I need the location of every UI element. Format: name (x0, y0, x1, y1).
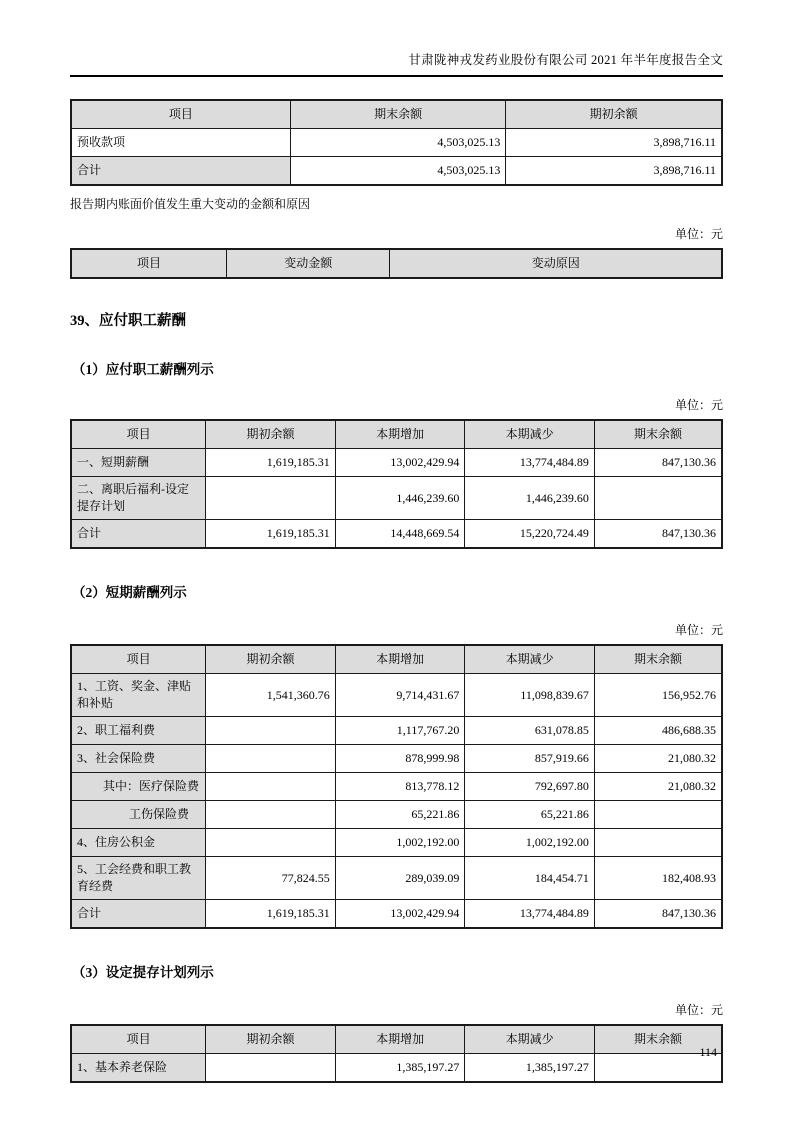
column-header: 本期减少 (465, 1025, 595, 1054)
value-cell: 14,448,669.54 (335, 520, 465, 549)
table-header-row (71, 1025, 722, 1054)
payroll-summary-table (70, 419, 723, 549)
value-cell (206, 745, 336, 773)
column-header: 本期增加 (335, 420, 465, 449)
value-cell: 1,619,185.31 (206, 449, 336, 477)
column-header: 本期减少 (465, 645, 595, 674)
value-change-table (70, 248, 723, 279)
table-row (71, 477, 722, 520)
value-cell: 3,898,716.11 (506, 157, 722, 186)
value-cell: 1,385,197.27 (335, 1054, 465, 1083)
value-cell: 1,002,192.00 (335, 829, 465, 857)
value-cell (594, 477, 722, 520)
value-cell: 1,619,185.31 (206, 900, 336, 929)
value-cell: 857,919.66 (465, 745, 595, 773)
row-label-cell: 4、住房公积金 (71, 829, 206, 857)
row-label-cell: 合计 (71, 157, 290, 186)
table-row (71, 773, 722, 801)
value-cell (206, 801, 336, 829)
page-number: 114 (699, 1045, 717, 1059)
column-header: 期末余额 (594, 1025, 722, 1054)
column-header: 变动金额 (227, 249, 390, 278)
column-header: 期初余额 (206, 420, 336, 449)
value-cell: 1,117,767.20 (335, 717, 465, 745)
table-row (71, 900, 722, 929)
table-row (71, 801, 722, 829)
unit-label: 单位：元 (674, 623, 723, 637)
value-cell: 182,408.93 (594, 857, 722, 900)
advance-receipts-table (70, 99, 723, 186)
row-label-cell: 3、社会保险费 (71, 745, 206, 773)
value-cell: 4,503,025.13 (290, 157, 505, 186)
row-label-cell: 二、离职后福利-设定提存计划 (71, 477, 206, 520)
table-row (71, 745, 722, 773)
value-cell: 65,221.86 (335, 801, 465, 829)
value-cell: 156,952.76 (594, 674, 722, 717)
value-cell: 1,446,239.60 (335, 477, 465, 520)
column-header: 本期增加 (335, 1025, 465, 1054)
value-cell: 1,619,185.31 (206, 520, 336, 549)
defined-contribution-table (70, 1024, 723, 1083)
unit-label: 单位：元 (674, 227, 723, 241)
value-cell (206, 477, 336, 520)
row-label-cell: 5、工会经费和职工教育经费 (71, 857, 206, 900)
value-cell (206, 717, 336, 745)
value-cell: 813,778.12 (335, 773, 465, 801)
value-cell: 13,774,484.89 (465, 900, 595, 929)
value-cell: 4,503,025.13 (290, 129, 505, 157)
column-header: 期末余额 (290, 100, 505, 129)
row-label-cell: 合计 (71, 900, 206, 929)
value-cell: 13,774,484.89 (465, 449, 595, 477)
table-row (71, 717, 722, 745)
value-cell: 21,080.32 (594, 745, 722, 773)
table-row (71, 129, 722, 157)
value-cell: 184,454.71 (465, 857, 595, 900)
value-cell: 1,385,197.27 (465, 1054, 595, 1083)
table-row (71, 674, 722, 717)
row-label-cell: 合计 (71, 520, 206, 549)
column-header: 期初余额 (506, 100, 722, 129)
value-cell: 15,220,724.49 (465, 520, 595, 549)
value-cell: 1,002,192.00 (465, 829, 595, 857)
value-cell (206, 1054, 336, 1083)
column-header: 项目 (71, 249, 227, 278)
column-header: 期末余额 (594, 645, 722, 674)
unit-label: 单位：元 (674, 398, 723, 412)
column-header: 期初余额 (206, 1025, 336, 1054)
row-label-cell: 预收款项 (71, 129, 290, 157)
table-row (71, 1054, 722, 1083)
value-cell: 21,080.32 (594, 773, 722, 801)
table-row (71, 157, 722, 186)
column-header: 项目 (71, 420, 206, 449)
value-cell: 847,130.36 (594, 449, 722, 477)
table-row (71, 829, 722, 857)
column-header: 项目 (71, 645, 206, 674)
subsection-1-heading: （1）应付职工薪酬列示 (72, 362, 214, 377)
column-header: 本期增加 (335, 645, 465, 674)
value-cell: 3,898,716.11 (506, 129, 722, 157)
value-cell: 1,541,360.76 (206, 674, 336, 717)
table-row (71, 857, 722, 900)
value-cell: 289,039.09 (335, 857, 465, 900)
value-cell: 486,688.35 (594, 717, 722, 745)
column-header: 项目 (71, 100, 290, 129)
table-header-row (71, 100, 722, 129)
value-cell: 65,221.86 (465, 801, 595, 829)
column-header: 变动原因 (390, 249, 722, 278)
subsection-3-heading: （3）设定提存计划列示 (72, 965, 214, 980)
column-header: 期初余额 (206, 645, 336, 674)
row-label-cell: 1、工资、奖金、津贴和补贴 (71, 674, 206, 717)
value-cell: 13,002,429.94 (335, 900, 465, 929)
table-row (71, 449, 722, 477)
value-cell: 847,130.36 (594, 900, 722, 929)
table-row (71, 520, 722, 549)
unit-label: 单位：元 (674, 1003, 723, 1017)
document-header-title: 甘肃陇神戎发药业股份有限公司 2021 年半年度报告全文 (70, 50, 723, 77)
value-cell: 878,999.98 (335, 745, 465, 773)
value-cell: 9,714,431.67 (335, 674, 465, 717)
value-cell: 847,130.36 (594, 520, 722, 549)
table-header-row (71, 645, 722, 674)
row-label-cell: 工伤保险费 (71, 801, 206, 829)
change-note-text: 报告期内账面价值发生重大变动的金额和原因 (70, 197, 311, 211)
value-cell (594, 801, 722, 829)
subsection-2-heading: （2）短期薪酬列示 (72, 585, 187, 600)
value-cell: 631,078.85 (465, 717, 595, 745)
value-cell (206, 773, 336, 801)
table-header-row (71, 420, 722, 449)
row-label-cell: 1、基本养老保险 (71, 1054, 206, 1083)
column-header: 项目 (71, 1025, 206, 1054)
short-term-payroll-table (70, 644, 723, 929)
column-header: 期末余额 (594, 420, 722, 449)
row-label-cell: 其中：医疗保险费 (71, 773, 206, 801)
value-cell: 792,697.80 (465, 773, 595, 801)
value-cell: 77,824.55 (206, 857, 336, 900)
section-39-heading: 39、应付职工薪酬 (70, 313, 186, 329)
row-label-cell: 一、短期薪酬 (71, 449, 206, 477)
value-cell: 1,446,239.60 (465, 477, 595, 520)
table-header-row (71, 249, 722, 278)
value-cell (594, 829, 722, 857)
value-cell: 11,098,839.67 (465, 674, 595, 717)
column-header: 本期减少 (465, 420, 595, 449)
value-cell (206, 829, 336, 857)
row-label-cell: 2、职工福利费 (71, 717, 206, 745)
value-cell: 13,002,429.94 (335, 449, 465, 477)
